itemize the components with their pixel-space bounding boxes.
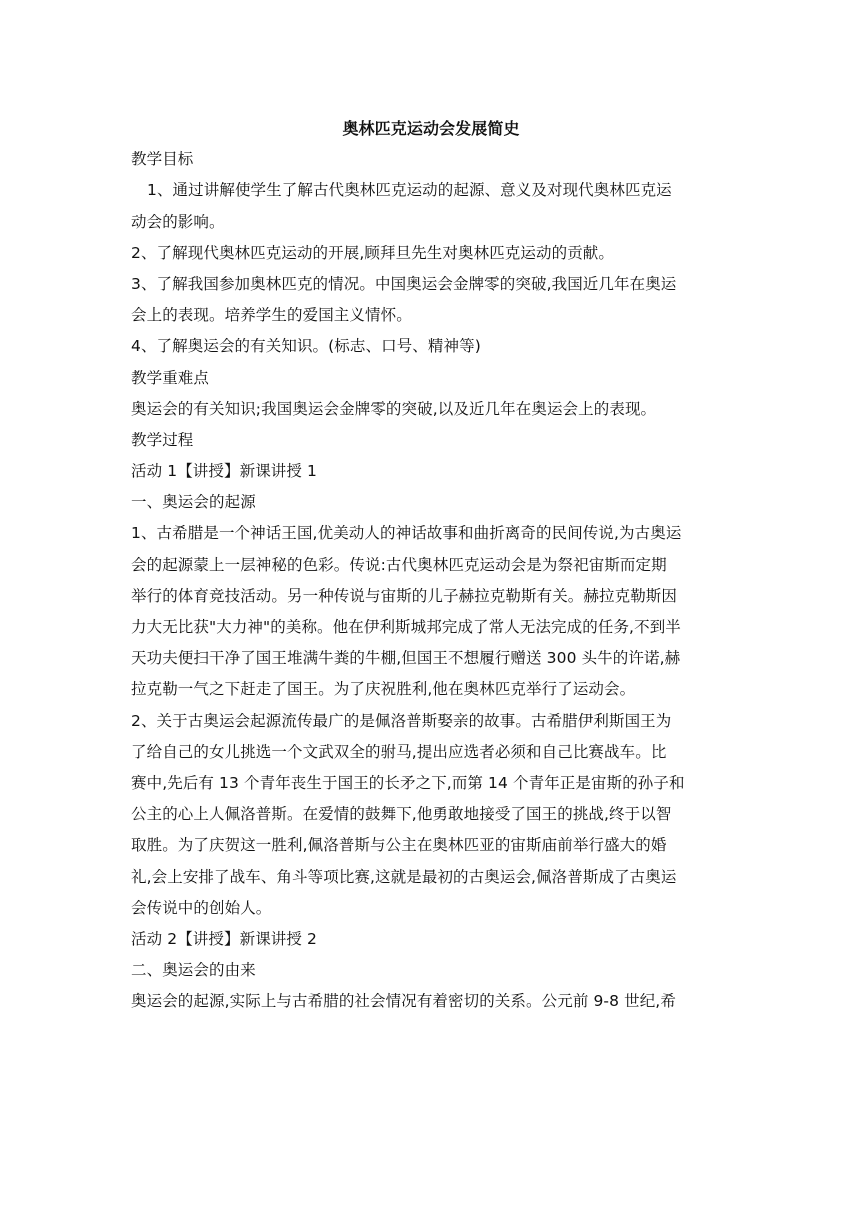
paragraph-line: 力大无比获"大力神"的美称。他在伊利斯城邦完成了常人无法完成的任务,不到半 <box>131 618 681 636</box>
paragraph-line: 公主的心上人佩洛普斯。在爱情的鼓舞下,他勇敢地接受了国王的挑战,终于以智 <box>131 805 672 824</box>
paragraph-line: 奥运会的有关知识;我国奥运会金牌零的突破,以及近几年在奥运会上的表现。 <box>131 399 657 418</box>
paragraph-line: 4、了解奥运会的有关知识。(标志、口号、精神等) <box>131 337 481 356</box>
paragraph-line: 动会的影响。 <box>131 212 225 231</box>
paragraph-line: 会上的表现。培养学生的爱国主义情怀。 <box>131 306 412 325</box>
subsection-heading: 二、奥运会的由来 <box>131 961 256 980</box>
paragraph-line: 2、了解现代奥林匹克运动的开展,顾拜旦先生对奥林匹克运动的贡献。 <box>131 243 614 262</box>
paragraph-line: 1、古希腊是一个神话王国,优美动人的神话故事和曲折离奇的民间传说,为古奥运 <box>131 524 682 543</box>
paragraph-line: 取胜。为了庆贺这一胜利,佩洛普斯与公主在奥林匹亚的宙斯庙前举行盛大的婚 <box>131 836 667 855</box>
document-title: 奥林匹克运动会发展简史 <box>342 119 520 138</box>
paragraph-line: 3、了解我国参加奥林匹克的情况。中国奥运会金牌零的突破,我国近几年在奥运 <box>131 274 677 293</box>
section-heading-process: 教学过程 <box>131 430 194 449</box>
subsection-heading: 一、奥运会的起源 <box>131 493 256 512</box>
paragraph-line: 了给自己的女儿挑选一个文武双全的驸马,提出应选者必须和自己比赛战车。比 <box>131 742 667 761</box>
paragraph-line: 会的起源蒙上一层神秘的色彩。传说:古代奥林匹克运动会是为祭祀宙斯而定期 <box>131 555 667 574</box>
paragraph-line: 会传说中的创始人。 <box>131 898 272 917</box>
activity-heading: 活动 1【讲授】新课讲授 1 <box>131 462 317 481</box>
paragraph-line: 奥运会的起源,实际上与古希腊的社会情况有着密切的关系。公元前 9-8 世纪,希 <box>131 992 676 1011</box>
paragraph-line: 礼,会上安排了战车、角斗等项比赛,这就是最初的古奥运会,佩洛普斯成了古奥运 <box>131 867 677 886</box>
paragraph-line: 拉克勒一气之下赶走了国王。为了庆祝胜利,他在奥林匹克举行了运动会。 <box>131 680 636 699</box>
paragraph-line: 2、关于古奥运会起源流传最广的是佩洛普斯娶亲的故事。古希腊伊利斯国王为 <box>131 711 672 730</box>
paragraph-line: 举行的体育竞技活动。另一种传说与宙斯的儿子赫拉克勒斯有关。赫拉克勒斯因 <box>131 586 678 605</box>
paragraph-line: 赛中,先后有 13 个青年丧生于国王的长矛之下,而第 14 个青年正是宙斯的孙子和 <box>131 773 685 792</box>
activity-heading: 活动 2【讲授】新课讲授 2 <box>131 929 317 948</box>
section-heading-objectives: 教学目标 <box>131 150 194 169</box>
paragraph-line: 天功夫便扫干净了国王堆满牛粪的牛棚,但国王不想履行赠送 300 头牛的许诺,赫 <box>131 649 681 668</box>
section-heading-key-points: 教学重难点 <box>131 368 210 387</box>
paragraph-line: 1、通过讲解使学生了解古代奥林匹克运动的起源、意义及对现代奥林匹克运 <box>147 181 672 200</box>
document-page <box>131 113 731 1017</box>
